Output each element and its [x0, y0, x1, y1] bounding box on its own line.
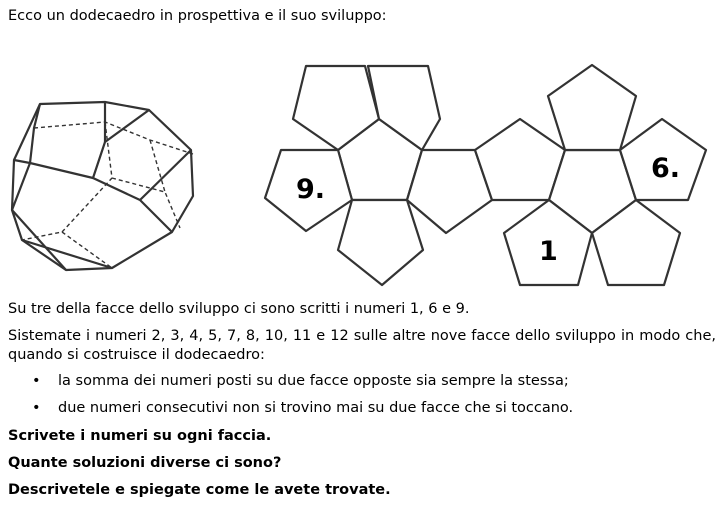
- dodecahedron-perspective: [12, 102, 193, 270]
- instruction-text: Sistemate i numeri 2, 3, 4, 5, 7, 8, 10, 11 e 12 sulle altre nove facce dello sviluppo in modo che, quando si costruisce il dodecaedro:: [8, 328, 716, 363]
- question-1: Scrivete i numeri su ogni faccia.: [8, 428, 272, 444]
- net-label-1: 1: [539, 236, 558, 267]
- intro-text: Ecco un dodecaedro in prospettiva e il suo sviluppo:: [8, 8, 387, 24]
- net-label-6: 6.: [651, 153, 681, 184]
- question-2: Quante soluzioni diverse ci sono?: [8, 455, 282, 471]
- dodecahedron-net: [265, 65, 706, 285]
- numbers-sentence: Su tre della facce dello sviluppo ci sono scritti i numeri 1, 6 e 9.: [8, 301, 470, 317]
- net-face-bottom-left: [338, 200, 423, 285]
- bullet-text: la somma dei numeri posti su due facce opposte sia sempre la stessa;: [58, 373, 569, 389]
- bullet-icon: •: [32, 373, 41, 389]
- net-face-middle-b: [475, 119, 565, 200]
- net-label-9: 9.: [296, 174, 326, 205]
- net-face-top-right: [548, 65, 636, 150]
- dodecahedron-hidden-edges: [22, 122, 193, 268]
- bullet-icon: •: [32, 400, 41, 416]
- question-3: Descrivetele e spiegate come le avete trovate.: [8, 482, 391, 498]
- bullet-text: due numeri consecutivi non si trovino mai su due facce che si toccano.: [58, 400, 574, 416]
